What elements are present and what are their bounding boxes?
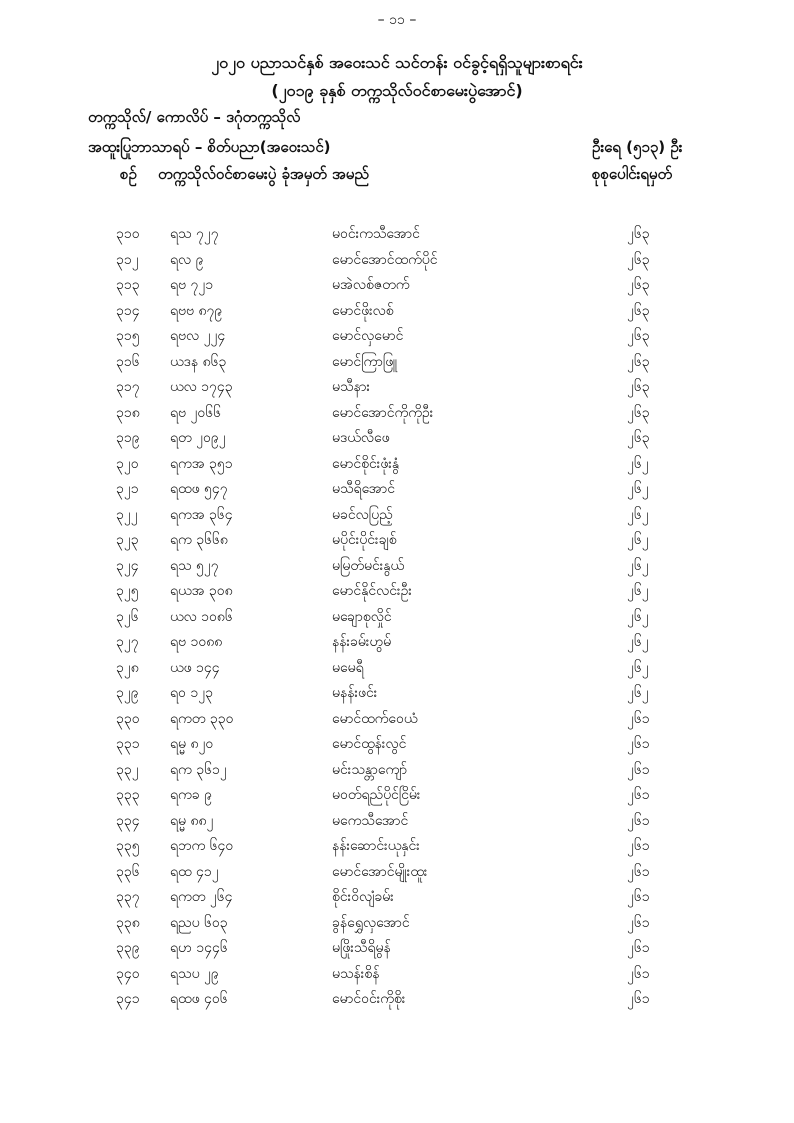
- row-roll-number: ယလ ၁၇၄၃: [170, 379, 233, 395]
- row-roll-number: ရသ ၅၂၇: [170, 557, 219, 574]
- row-total-marks: ၂၆၁: [627, 940, 650, 956]
- row-name: နန်းဆောင်းယုနှင်း: [332, 838, 420, 854]
- table-row: [0, 885, 794, 911]
- row-roll-number: ရကခ ၉: [170, 787, 212, 803]
- row-roll-number: ယဒန ၈၆၃: [170, 353, 227, 370]
- row-serial: ၃၂၁: [116, 481, 139, 497]
- row-name: မသန်းစိန်: [332, 965, 380, 982]
- row-roll-number: ရမ္မ ၈၂၀: [170, 736, 214, 752]
- row-total-marks: ၂၆၂: [627, 634, 649, 650]
- row-name: မမြတ်မင်းနွယ်: [332, 557, 405, 574]
- row-serial: ၃၂၀: [116, 455, 139, 472]
- document-subtitle: (၂၀၁၉ ခုနှစ် တက္ကသိုလ်ဝင်စာမေးပွဲအောင်): [271, 81, 523, 100]
- row-total-marks: ၂၆၃: [627, 353, 650, 370]
- row-roll-number: ရသ ၇၂၇: [170, 226, 219, 242]
- row-name: မောင်ကြာဖြူ: [332, 353, 398, 370]
- row-serial: ၃၃၆: [116, 863, 140, 880]
- row-name: စိုင်းဝိလျံခမ်း: [332, 889, 394, 905]
- row-total-marks: ၂၆၁: [627, 812, 650, 829]
- row-total-marks: ၂၆၁: [627, 838, 650, 854]
- row-total-marks: ၂၆၁: [627, 736, 650, 752]
- table-row: [0, 707, 794, 733]
- row-total-marks: ၂၆၂: [627, 455, 649, 472]
- row-name: မသီရိအောင်: [332, 481, 395, 497]
- row-roll-number: ရက ၃၆၁၂: [170, 761, 227, 778]
- row-serial: ၃၂၈: [116, 659, 139, 676]
- row-total-marks: ၂၆၃: [627, 379, 650, 395]
- row-serial: ၃၃၄: [116, 812, 140, 829]
- row-serial: ၃၂၉: [116, 685, 139, 701]
- table-row: [0, 222, 794, 248]
- row-total-marks: ၂၆၁: [627, 761, 650, 778]
- row-total-marks: ၂၆၂: [627, 506, 649, 523]
- row-serial: ၃၃၉: [116, 940, 140, 956]
- table-row: [0, 503, 794, 529]
- row-name: မနန်းဖင်း: [332, 685, 378, 701]
- row-serial: ၃၁၅: [116, 328, 140, 344]
- major-line: အထူးပြုဘာသာရပ် – စိတ်ပညာ(အဝေးသင်): [88, 138, 331, 156]
- row-name: ခွန်ရွှေလှအောင်: [332, 914, 410, 931]
- row-total-marks: ၂၆၃: [627, 430, 650, 446]
- table-row: [0, 605, 794, 631]
- row-serial: ၃၄၀: [116, 965, 140, 982]
- row-name: နန်းခမ်းဟွမ်: [332, 634, 392, 650]
- row-total-marks: ၂၆၂: [627, 481, 649, 497]
- row-total-marks: ၂၆၁: [627, 863, 650, 880]
- row-serial: ၃၃၃: [116, 787, 140, 803]
- row-name: မောင်အောင်မျိုးထူး: [332, 863, 428, 880]
- row-serial: ၃၂၂: [116, 506, 138, 523]
- row-serial: ၃၂၄: [116, 557, 139, 574]
- row-roll-number: ရဟ ၁၄၄၆: [170, 940, 228, 956]
- row-name: မောင်အောင်ထက်ပိုင်: [332, 251, 438, 268]
- row-roll-number: ရကတ ၃၃၀: [170, 710, 234, 727]
- header-name: အမည်: [332, 165, 369, 183]
- header-total-marks: စုစုပေါင်းရမှတ်: [592, 165, 673, 183]
- table-row: [0, 579, 794, 605]
- row-name: မခင်လပြည့်: [332, 506, 393, 523]
- row-roll-number: ရတ ၂၀၉၂: [170, 430, 226, 446]
- table-row: [0, 375, 794, 401]
- row-name: မမေရီ: [332, 659, 364, 676]
- row-serial: ၃၂၆: [116, 608, 139, 625]
- row-name: မဖြိုးသီရိမွန်: [332, 940, 391, 956]
- row-total-marks: ၂၆၂: [627, 583, 649, 599]
- row-serial: ၃၂၅: [116, 583, 139, 599]
- row-roll-number: ရထ ၄၁၂: [170, 863, 219, 880]
- table-row: [0, 860, 794, 886]
- row-name: မောင်ထက်ဝေယံ: [332, 710, 418, 727]
- row-serial: ၃၃၈: [116, 914, 140, 931]
- row-roll-number: ရဝ ၁၂၃: [170, 685, 213, 701]
- row-roll-number: ရယအ ၃၀၈: [170, 583, 233, 599]
- row-total-marks: ၂၆၂: [627, 557, 649, 574]
- row-total-marks: ၂၆၃: [627, 277, 650, 293]
- page-number: – ၁၁ –: [377, 12, 417, 28]
- row-name: မင်းသန္တာကျော်: [332, 761, 408, 778]
- row-name: မောင်စိုင်းဖုံးနွံ: [332, 455, 400, 472]
- table-row: [0, 273, 794, 299]
- row-name: မောင်ဖိုးလစ်: [332, 302, 394, 319]
- row-name: မောင်နိုင်လင်းဦး: [332, 583, 412, 599]
- row-name: မောင်ဝင်းကိုစိုး: [332, 991, 406, 1007]
- row-total-marks: ၂၆၁: [627, 914, 650, 931]
- row-total-marks: ၂၆၂: [627, 532, 649, 548]
- row-roll-number: ရဘက ၆၄၀: [170, 838, 234, 854]
- row-roll-number: ရက ၃၆၆၈: [170, 532, 228, 548]
- row-name: မပိုင်းပိုင်းချစ်: [332, 532, 397, 548]
- row-total-marks: ၂၆၃: [627, 404, 650, 421]
- row-serial: ၃၁၈: [116, 404, 140, 421]
- row-serial: ၃၃၀: [116, 710, 140, 727]
- row-serial: ၃၁၃: [116, 277, 140, 293]
- row-serial: ၃၃၁: [116, 736, 140, 752]
- table-row: [0, 809, 794, 835]
- row-total-marks: ၂၆၁: [627, 710, 650, 727]
- table-row: [0, 936, 794, 962]
- row-total-marks: ၂၆၂: [627, 685, 649, 701]
- row-roll-number: ရကတ ၂၆၄: [170, 889, 233, 905]
- row-total-marks: ၂၆၃: [627, 302, 650, 319]
- row-roll-number: ရဗ ၁၀၈၈: [170, 634, 223, 650]
- row-total-marks: ၂၆၃: [627, 226, 650, 242]
- row-total-marks: ၂၆၂: [627, 659, 649, 676]
- table-row: [0, 962, 794, 988]
- table-row: [0, 834, 794, 860]
- table-row: [0, 452, 794, 478]
- row-name: မောင်အောင်ကိုကိုဦး: [332, 404, 434, 421]
- table-row: [0, 350, 794, 376]
- table-row: [0, 477, 794, 503]
- row-name: မဝတ်ရည်ပိုင်ငြိမ်း: [332, 787, 421, 803]
- row-roll-number: ရဗ ၂၀၆၆: [170, 404, 221, 421]
- row-roll-number: ရဗ ၇၂၁: [170, 277, 214, 293]
- row-roll-number: ရကအ ၃၅၁: [170, 455, 233, 472]
- header-roll-number: တက္ကသိုလ်ဝင်စာမေးပွဲ ခုံအမှတ်: [158, 165, 327, 183]
- results-table: [0, 222, 794, 1013]
- row-serial: ၃၁၂: [116, 251, 139, 268]
- total-count: ဦးရေ (၅၁၃) ဦး: [592, 138, 683, 156]
- table-row: [0, 401, 794, 427]
- table-row: [0, 732, 794, 758]
- table-row: [0, 783, 794, 809]
- row-total-marks: ၂၆၁: [627, 787, 650, 803]
- row-serial: ၃၁၇: [116, 379, 140, 395]
- row-roll-number: ရလ ၉: [170, 251, 204, 268]
- table-row: [0, 248, 794, 274]
- row-roll-number: ရမ္မ ၈၈၂: [170, 812, 214, 829]
- row-total-marks: ၂၆၃: [627, 251, 650, 268]
- row-roll-number: ရကအ ၃၆၄: [170, 506, 233, 523]
- university-line: တက္ကသိုလ်/ ကောလိပ် – ဒဂုံတက္ကသိုလ်: [88, 108, 301, 126]
- table-row: [0, 299, 794, 325]
- row-roll-number: ရထဖ ၄၀၆: [170, 991, 228, 1007]
- row-serial: ၃၃၅: [116, 838, 140, 854]
- row-roll-number: ယလ ၁၀၈၆: [170, 608, 233, 625]
- row-name: မကေသီအောင်: [332, 812, 409, 829]
- row-roll-number: ရသပ ၂၉: [170, 965, 219, 982]
- row-name: မအဲလစ်ဇတက်: [332, 277, 410, 293]
- row-serial: ၃၂၇: [116, 634, 139, 650]
- row-total-marks: ၂၆၂: [627, 608, 649, 625]
- row-total-marks: ၂၆၁: [627, 965, 650, 982]
- row-serial: ၃၂၃: [116, 532, 139, 548]
- row-total-marks: ၂၆၁: [627, 991, 650, 1007]
- table-row: [0, 758, 794, 784]
- row-name: မသီနား: [332, 379, 371, 395]
- row-serial: ၃၁၀: [116, 226, 140, 242]
- row-roll-number: ရညပ ၆၀၃: [170, 914, 228, 931]
- row-name: မဒယ်လီဖေ: [332, 430, 390, 446]
- table-row: [0, 426, 794, 452]
- row-name: မောင်ထွန်းလွင်: [332, 736, 407, 752]
- row-total-marks: ၂၆၁: [627, 889, 650, 905]
- table-row: [0, 911, 794, 937]
- row-roll-number: ရဗဗ ၈၇၉: [170, 302, 223, 319]
- row-roll-number: ရဗလ ၂၂၄: [170, 328, 226, 344]
- row-serial: ၃၃၇: [116, 889, 140, 905]
- row-roll-number: ယဖ ၁၄၄: [170, 659, 220, 676]
- row-total-marks: ၂၆၃: [627, 328, 650, 344]
- row-serial: ၃၄၁: [116, 991, 140, 1007]
- row-serial: ၃၃၂: [116, 761, 139, 778]
- document-title: ၂၀၂၀ ပညာသင်နှစ် အဝေးသင် သင်တန်း ဝင်ခွင့်ရရှိသူများစာရင်း: [211, 53, 583, 72]
- table-row: [0, 630, 794, 656]
- header-serial: စဉ်: [120, 165, 137, 183]
- row-serial: ၃၁၄: [116, 302, 140, 319]
- table-row: [0, 656, 794, 682]
- table-row: [0, 324, 794, 350]
- row-serial: ၃၁၉: [116, 430, 140, 446]
- table-row: [0, 528, 794, 554]
- row-name: မောင်လှမောင်: [332, 328, 404, 344]
- row-name: မချောစုလှိုင်: [332, 608, 392, 625]
- table-row: [0, 681, 794, 707]
- row-serial: ၃၁၆: [116, 353, 140, 370]
- row-name: မဝင်းကသီအောင်: [332, 226, 420, 242]
- table-row: [0, 554, 794, 580]
- row-roll-number: ရထဖ ၅၄၇: [170, 481, 228, 497]
- table-row: [0, 987, 794, 1013]
